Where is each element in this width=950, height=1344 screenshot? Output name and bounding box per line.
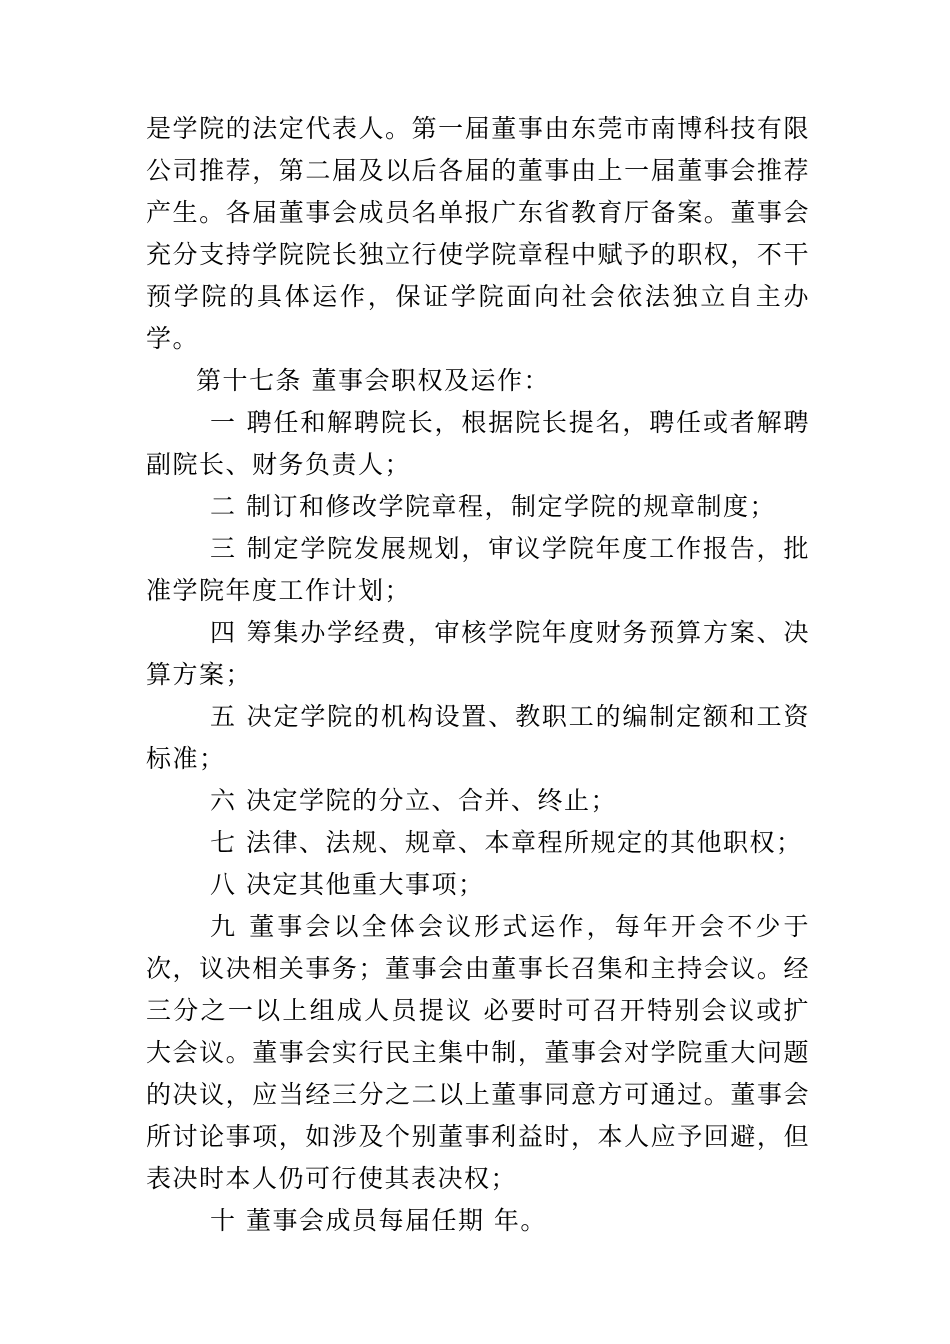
paragraph-continuation: 是学院的法定代表人。第一届董事由东莞市南博科技有限公司推荐，第二届及以后各届的董事由上一届董事会推荐产生。各届董事会成员名单报广东省教育厅备案。董事会充分支持学院院长独立行使学院章程中赋予的职权，不干预学院的具体运作，保证学院面向社会依法独立自主办学。 <box>146 114 810 353</box>
list-item-10: 十 董事会成员每届任期 年。 <box>210 1206 547 1235</box>
list-item-6: 六 决定学院的分立、合并、终止； <box>210 786 617 815</box>
list-item-4: 四 筹集办学经费，审核学院年度财务预算方案、决算方案； <box>146 618 810 689</box>
list-item-9: 九 董事会以全体会议形式运作，每年开会不少于 次，议决相关事务；董事会由董事长召集和主持会议。经三分之一以上组成人员提议 必要时可召开特别会议或扩大会议。董事会实行民主集中制，董事会对学院重大问题的决议，应当经三分之二以上董事同意方可通过。董事会所讨论事项，如涉及个别董事利益时，本人应予回避，但表决时本人仍可行使其表决权； <box>146 912 810 1193</box>
list-item-1: 一 聘任和解聘院长，根据院长提名，聘任或者解聘副院长、财务负责人； <box>146 408 810 479</box>
article-17-heading: 第十七条 董事会职权及运作： <box>196 366 550 395</box>
list-item-5: 五 决定学院的机构设置、教职工的编制定额和工资标准； <box>146 702 810 773</box>
list-item-3: 三 制定学院发展规划，审议学院年度工作报告，批准学院年度工作计划； <box>146 534 810 605</box>
document-body <box>146 108 810 1242</box>
list-item-7: 七 法律、法规、规章、本章程所规定的其他职权； <box>210 828 803 857</box>
list-item-2: 二 制订和修改学院章程，制定学院的规章制度； <box>210 492 776 521</box>
list-item-8: 八 决定其他重大事项； <box>210 870 485 899</box>
